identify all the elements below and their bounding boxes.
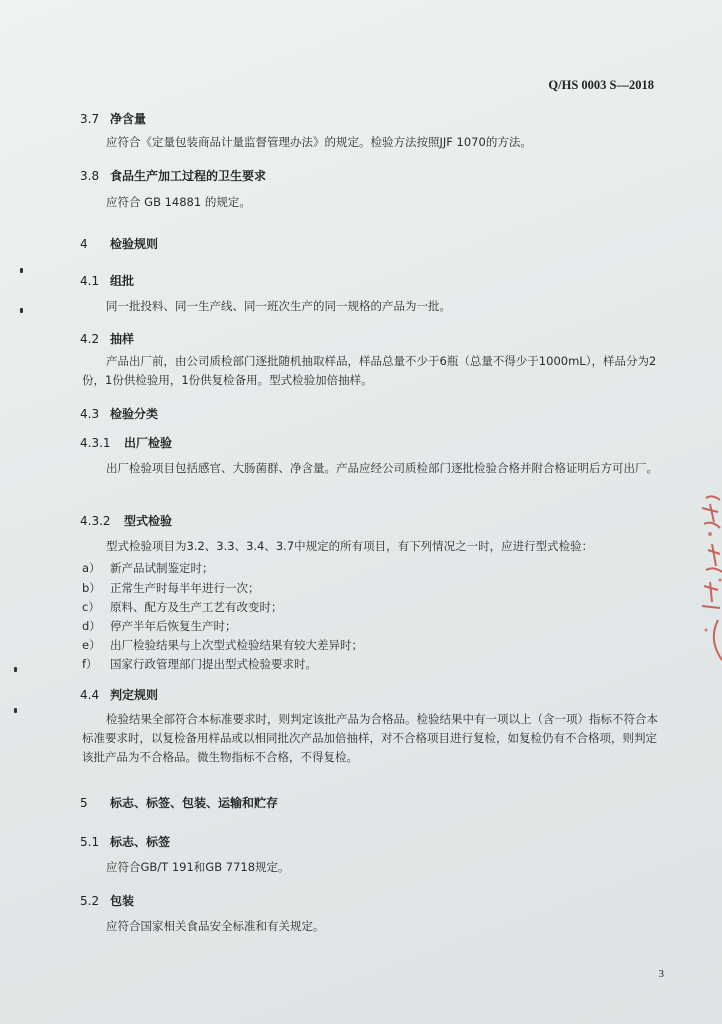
- section-4-3-2-body: 型式检验项目为3.2、3.3、3.4、3.7中规定的所有项目，有下列情况之一时，应进行型式检验：: [106, 539, 594, 553]
- section-4-3-1-heading: 4.3.1 出厂检验: [80, 436, 173, 450]
- binding-mark: [14, 667, 17, 672]
- section-3-8-heading: 3.8 食品生产加工过程的卫生要求: [80, 169, 267, 183]
- section-4-3-1-body: 出厂检验项目包括感官、大肠菌群、净含量。产品应经公司质检部门逐批检验合格并附合格证明后方可出厂。: [106, 461, 658, 475]
- binding-mark: [14, 708, 17, 713]
- list-item: e） 出厂检验结果与上次型式检验结果有较大差异时；: [82, 638, 363, 652]
- seal-graphic: [690, 490, 722, 670]
- section-5-2-heading: 5.2 包装: [80, 894, 135, 908]
- section-4-2-body: 产品出厂前，由公司质检部门逐批随机抽取样品，样品总量不少于6瓶（总量不得少于1000mL），样品分为2份，1份供检验用，1份供复检备用。型式检验加倍抽样。: [82, 354, 657, 387]
- section-5-2-body: 应符合国家相关食品安全标准和有关规定。: [106, 919, 325, 933]
- section-4-3-heading: 4.3 检验分类: [80, 407, 159, 421]
- binding-mark: [20, 308, 23, 313]
- list-item: b） 正常生产时每半年进行一次；: [82, 581, 260, 595]
- section-4-4-heading: 4.4 判定规则: [80, 688, 159, 702]
- list-item: d） 停产半年后恢复生产时；: [82, 619, 237, 633]
- section-4-1-heading: 4.1 组批: [80, 274, 135, 288]
- list-item: c） 原料、配方及生产工艺有改变时；: [82, 600, 283, 614]
- section-4-1-body: 同一批投料、同一生产线、同一班次生产的同一规格的产品为一批。: [106, 299, 451, 313]
- list-item: a） 新产品试制鉴定时；: [82, 561, 214, 575]
- section-4-3-2-heading: 4.3.2 型式检验: [80, 514, 173, 528]
- list-item: f） 国家行政管理部门提出型式检验要求时。: [82, 657, 317, 671]
- section-3-7-heading: 3.7 净含量: [80, 112, 147, 126]
- section-5-1-heading: 5.1 标志、标签: [80, 835, 171, 849]
- section-5-heading: 5 标志、标签、包装、运输和贮存: [80, 796, 279, 810]
- binding-mark: [20, 268, 23, 273]
- section-5-1-body: 应符合GB/T 191和GB 7718规定。: [106, 860, 290, 874]
- section-4-2-heading: 4.2 抽样: [80, 332, 135, 346]
- section-3-8-body: 应符合 GB 14881 的规定。: [106, 195, 251, 209]
- section-3-7-body: 应符合《定量包装商品计量监督管理办法》的规定。检验方法按照JJF 1070的方法。: [106, 135, 532, 149]
- standard-code: Q/HS 0003 S—2018: [548, 78, 654, 92]
- red-seal-stamp: [690, 490, 722, 670]
- section-4-4-body: 检验结果全部符合本标准要求时，则判定该批产品为合格品。检验结果中有一项以上（含一项）指标不符合本标准要求时，以复检备用样品或以相同批次产品加倍抽样，对不合格项目进行复检，如复检仍有不合格项，则判定该批产品为不合格品。微生物指标不合格，不得复检。: [82, 712, 658, 764]
- page-number: 3: [658, 968, 664, 980]
- section-4-heading: 4 检验规则: [80, 237, 159, 251]
